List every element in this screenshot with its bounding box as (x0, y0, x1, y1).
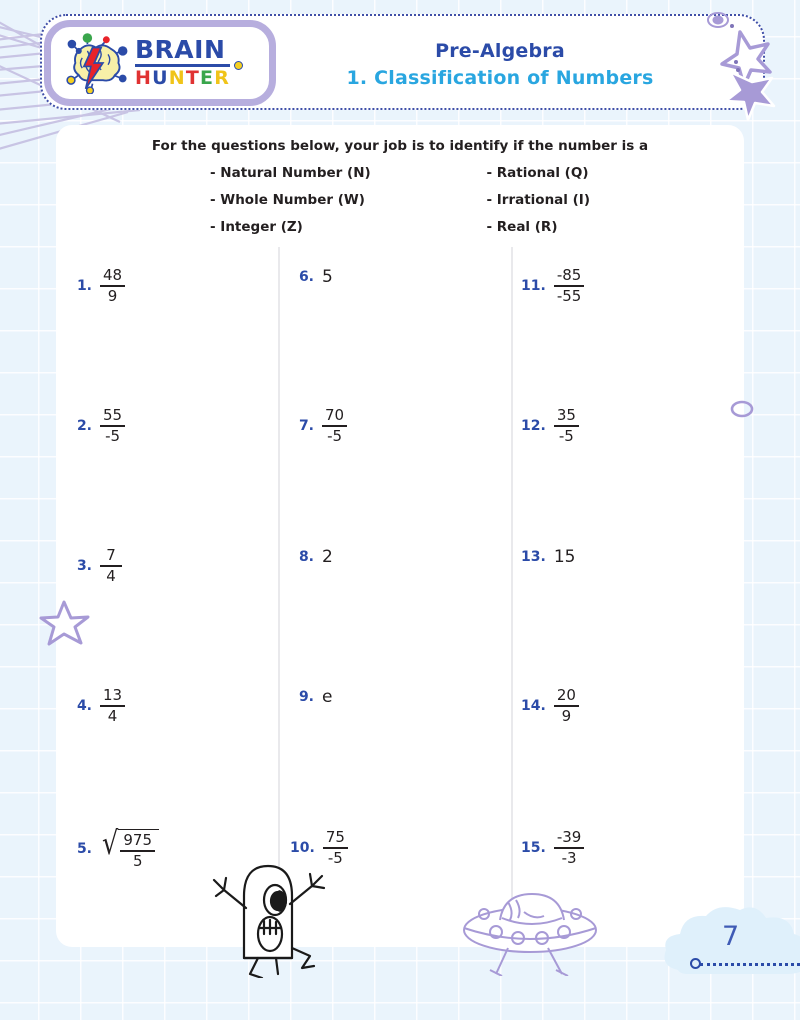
square-root-expression (100, 824, 159, 871)
brain-lightning-icon (61, 32, 131, 94)
fraction-numerator: 975 (123, 831, 153, 849)
instruction-columns (210, 165, 590, 235)
fraction-denominator: 5 (132, 852, 143, 871)
fraction (120, 832, 155, 870)
instruction-item: - Natural Number (N) (210, 165, 371, 181)
question-value: 15 (553, 547, 576, 567)
fraction-denominator: -5 (105, 427, 121, 446)
instruction-card (56, 125, 744, 247)
instruction-item: - Integer (Z) (210, 219, 303, 235)
worksheet-body (56, 247, 744, 947)
page-title: Pre-Algebra (435, 40, 565, 62)
question-number: 11. (521, 277, 546, 294)
question-item[interactable] (521, 267, 584, 305)
question-number: 10. (290, 839, 315, 856)
question-number: 4. (76, 697, 92, 714)
fraction-numerator: 70 (325, 406, 345, 424)
question-value: e (322, 687, 333, 707)
fraction (100, 407, 125, 445)
fraction (322, 407, 347, 445)
fraction (100, 267, 125, 305)
fraction-denominator: 9 (107, 287, 118, 306)
fraction-numerator: -85 (556, 266, 582, 284)
fraction-denominator: -5 (558, 427, 574, 446)
question-item[interactable] (521, 829, 584, 867)
instruction-item: - Irrational (I) (486, 192, 590, 208)
instruction-item: - Rational (Q) (486, 165, 589, 181)
fraction (554, 407, 579, 445)
star-icon (38, 596, 90, 648)
monster-character (206, 838, 334, 978)
question-number: 9. (298, 689, 314, 705)
question-item[interactable] (68, 407, 125, 445)
brand-logo (44, 20, 276, 106)
question-column-3 (513, 247, 735, 947)
instruction-text: For the questions below, your job is to identify if the number is a (151, 138, 649, 154)
top-right-decorations (692, 6, 792, 121)
logo-hunter-wrap (135, 66, 231, 89)
question-item[interactable] (290, 547, 333, 567)
fraction-numerator: -39 (556, 828, 582, 846)
logo-dot-icon (234, 61, 243, 70)
fraction-denominator: -5 (327, 849, 343, 868)
footer-dotted-line (700, 963, 800, 968)
question-number: 7. (298, 417, 314, 434)
fraction-denominator: 4 (106, 567, 116, 586)
instruction-item: - Whole Number (W) (210, 192, 365, 208)
fraction-denominator: -5 (327, 427, 343, 446)
fraction (554, 267, 585, 305)
instruction-item: - Real (R) (486, 219, 558, 235)
page-title-block (300, 40, 700, 89)
ufo-icon (452, 880, 612, 976)
question-item[interactable] (68, 687, 125, 725)
question-number: 3. (76, 557, 92, 574)
question-item[interactable] (68, 547, 122, 585)
question-item[interactable] (68, 267, 125, 305)
fraction-denominator: 4 (107, 707, 118, 726)
question-number: 14. (521, 697, 546, 714)
radical-sign-icon: √ (102, 824, 119, 862)
question-item[interactable] (521, 547, 575, 567)
fraction-numerator: 20 (556, 686, 576, 704)
fraction (100, 687, 125, 725)
fraction-denominator: -3 (561, 849, 577, 868)
question-item[interactable] (68, 824, 159, 871)
footer-circle-icon (690, 958, 701, 969)
question-number: 6. (298, 269, 314, 285)
question-value: 5 (322, 267, 333, 287)
fraction (100, 547, 122, 585)
logo-text-brain: BRAIN (135, 35, 226, 65)
question-number: 15. (521, 839, 546, 856)
question-number: 2. (76, 417, 92, 434)
page-number: 7 (722, 921, 740, 952)
question-number: 13. (521, 549, 546, 565)
question-item[interactable] (290, 687, 332, 707)
instruction-column-right (486, 165, 590, 235)
logo-text-hunter: HUNTER (135, 66, 231, 89)
fraction-numerator: 35 (556, 406, 576, 424)
question-item[interactable] (290, 407, 347, 445)
fraction-numerator: 75 (325, 828, 345, 846)
fraction-numerator: 7 (106, 546, 116, 564)
fraction (554, 687, 579, 725)
page-subtitle: 1. Classification of Numbers (346, 67, 654, 89)
question-number: 8. (298, 549, 314, 565)
fraction-numerator: 48 (103, 266, 123, 284)
fraction (554, 829, 585, 867)
fraction-denominator: 9 (561, 707, 572, 726)
circle-outline-icon (728, 398, 756, 420)
question-number: 5. (76, 841, 92, 858)
radicand (118, 829, 159, 870)
question-number: 12. (521, 417, 546, 434)
question-item[interactable] (290, 267, 333, 287)
fraction-numerator: 55 (103, 406, 123, 424)
instruction-column-left (210, 165, 371, 235)
question-value: 2 (322, 547, 333, 567)
fraction-numerator: 13 (103, 686, 123, 704)
fraction-denominator: -55 (556, 287, 582, 306)
question-item[interactable] (521, 407, 579, 445)
question-item[interactable] (521, 687, 579, 725)
question-number: 1. (76, 277, 92, 294)
